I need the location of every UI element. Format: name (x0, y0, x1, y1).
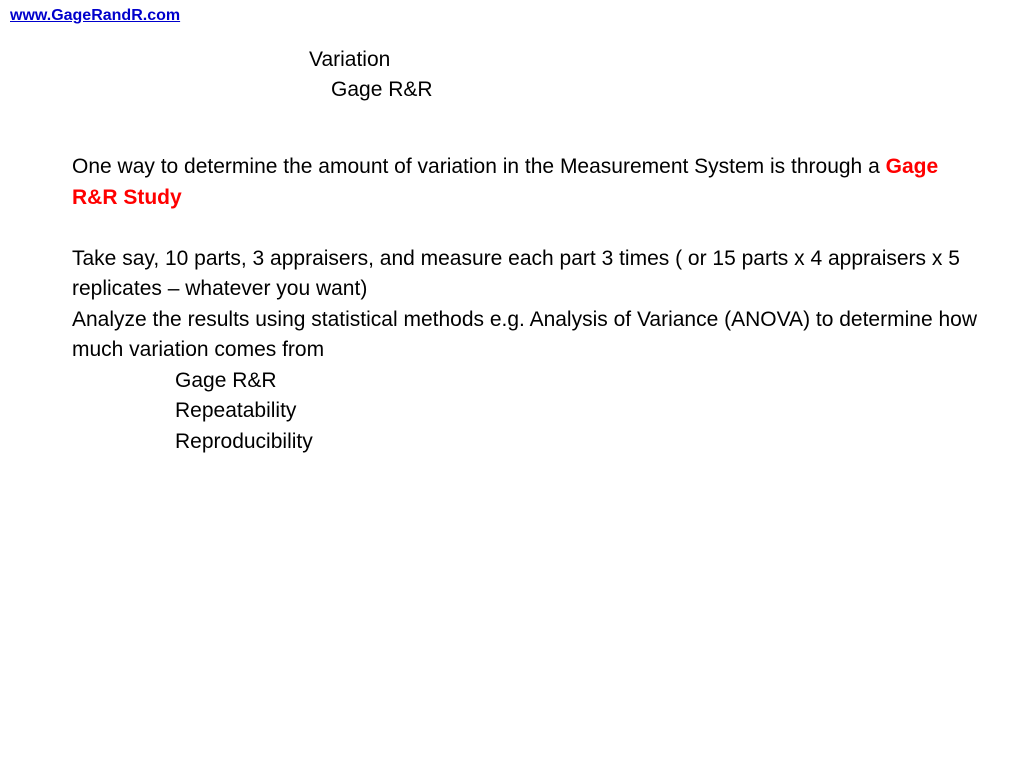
slide-body (72, 152, 982, 457)
paragraph-spacer (72, 213, 982, 244)
variation-source-gage-rr: Gage R&R (175, 368, 277, 392)
variation-source-repeatability: Repeatability (175, 399, 297, 422)
intro-paragraph (72, 152, 982, 213)
method-paragraph: Take say, 10 parts, 3 appraisers, and measure each part 3 times ( or 15 parts x 4 appraisers x 5 replicates – whatever you want) (72, 246, 960, 300)
slide-title (309, 45, 433, 105)
intro-text: One way to determine the amount of variation in the Measurement System is through a (72, 155, 880, 178)
site-link[interactable]: www.GageRandR.com (10, 7, 181, 24)
variation-source-reproducibility: Reproducibility (175, 429, 313, 453)
gage-rr-study-highlight: Gage R&R Study (72, 155, 939, 209)
title-line-gage-rr: Gage R&R (331, 78, 433, 101)
title-line-variation: Variation (309, 48, 391, 71)
analysis-paragraph: Analyze the results using statistical methods e.g. Analysis of Variance (ANOVA) to determine how much variation comes from (72, 307, 977, 361)
